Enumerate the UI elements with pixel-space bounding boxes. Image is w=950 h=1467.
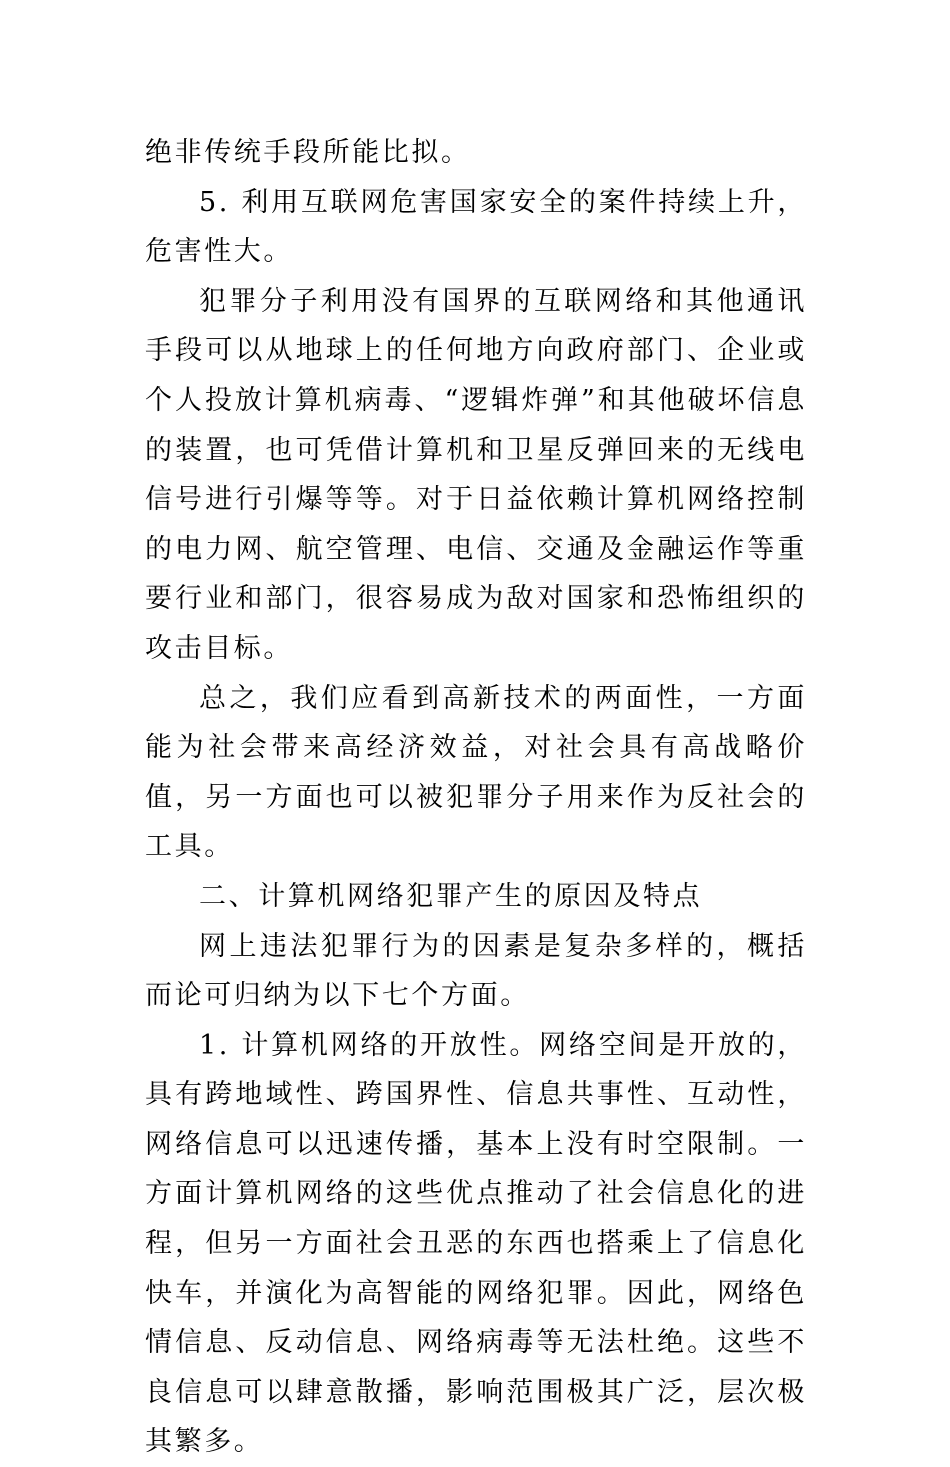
document-body	[145, 128, 807, 1467]
paragraph-intro-factors: 网上违法犯罪行为的因素是复杂多样的，概括而论可归纳为以下七个方面。	[145, 930, 807, 1012]
paragraph-national-security: 犯罪分子利用没有国界的互联网络和其他通讯手段可以从地球上的任何地方向政府部门、企业或个人投放计算机病毒、“逻辑炸弹”和其他破坏信息的装置，也可凭借计算机和卫星反弹回来的无线电信号进行引爆等等。对于日益依赖计算机网络控制的电力网、航空管理、电信、交通及金融运作等重要行业和部门，很容易成为敌对国家和恐怖组织的攻击目标。	[145, 285, 807, 664]
section-heading: 二、计算机网络犯罪产生的原因及特点	[199, 880, 703, 912]
paragraph-item-1: 1. 计算机网络的开放性。网络空间是开放的，具有跨地域性、跨国界性、信息共事性、互动性，网络信息可以迅速传播，基本上没有时空限制。一方面计算机网络的这些优点推动了社会信息化的进程，但另一方面社会丑恶的东西也搭乘上了信息化快车，并演化为高智能的网络犯罪。因此，网络色情信息、反动信息、网络病毒等无法杜绝。这些不良信息可以肆意散播，影响范围极其广泛，层次极其繁多。	[145, 1029, 807, 1458]
paragraph-continuation: 绝非传统手段所能比拟。	[145, 137, 471, 168]
paragraph-item-5: 5. 利用互联网危害国家安全的案件持续上升，危害性大。	[145, 186, 807, 268]
paragraph-summary: 总之，我们应看到高新技术的两面性，一方面能为社会带来高经济效益，对社会具有高战略价值，另一方面也可以被犯罪分子用来作为反社会的工具。	[145, 682, 807, 863]
